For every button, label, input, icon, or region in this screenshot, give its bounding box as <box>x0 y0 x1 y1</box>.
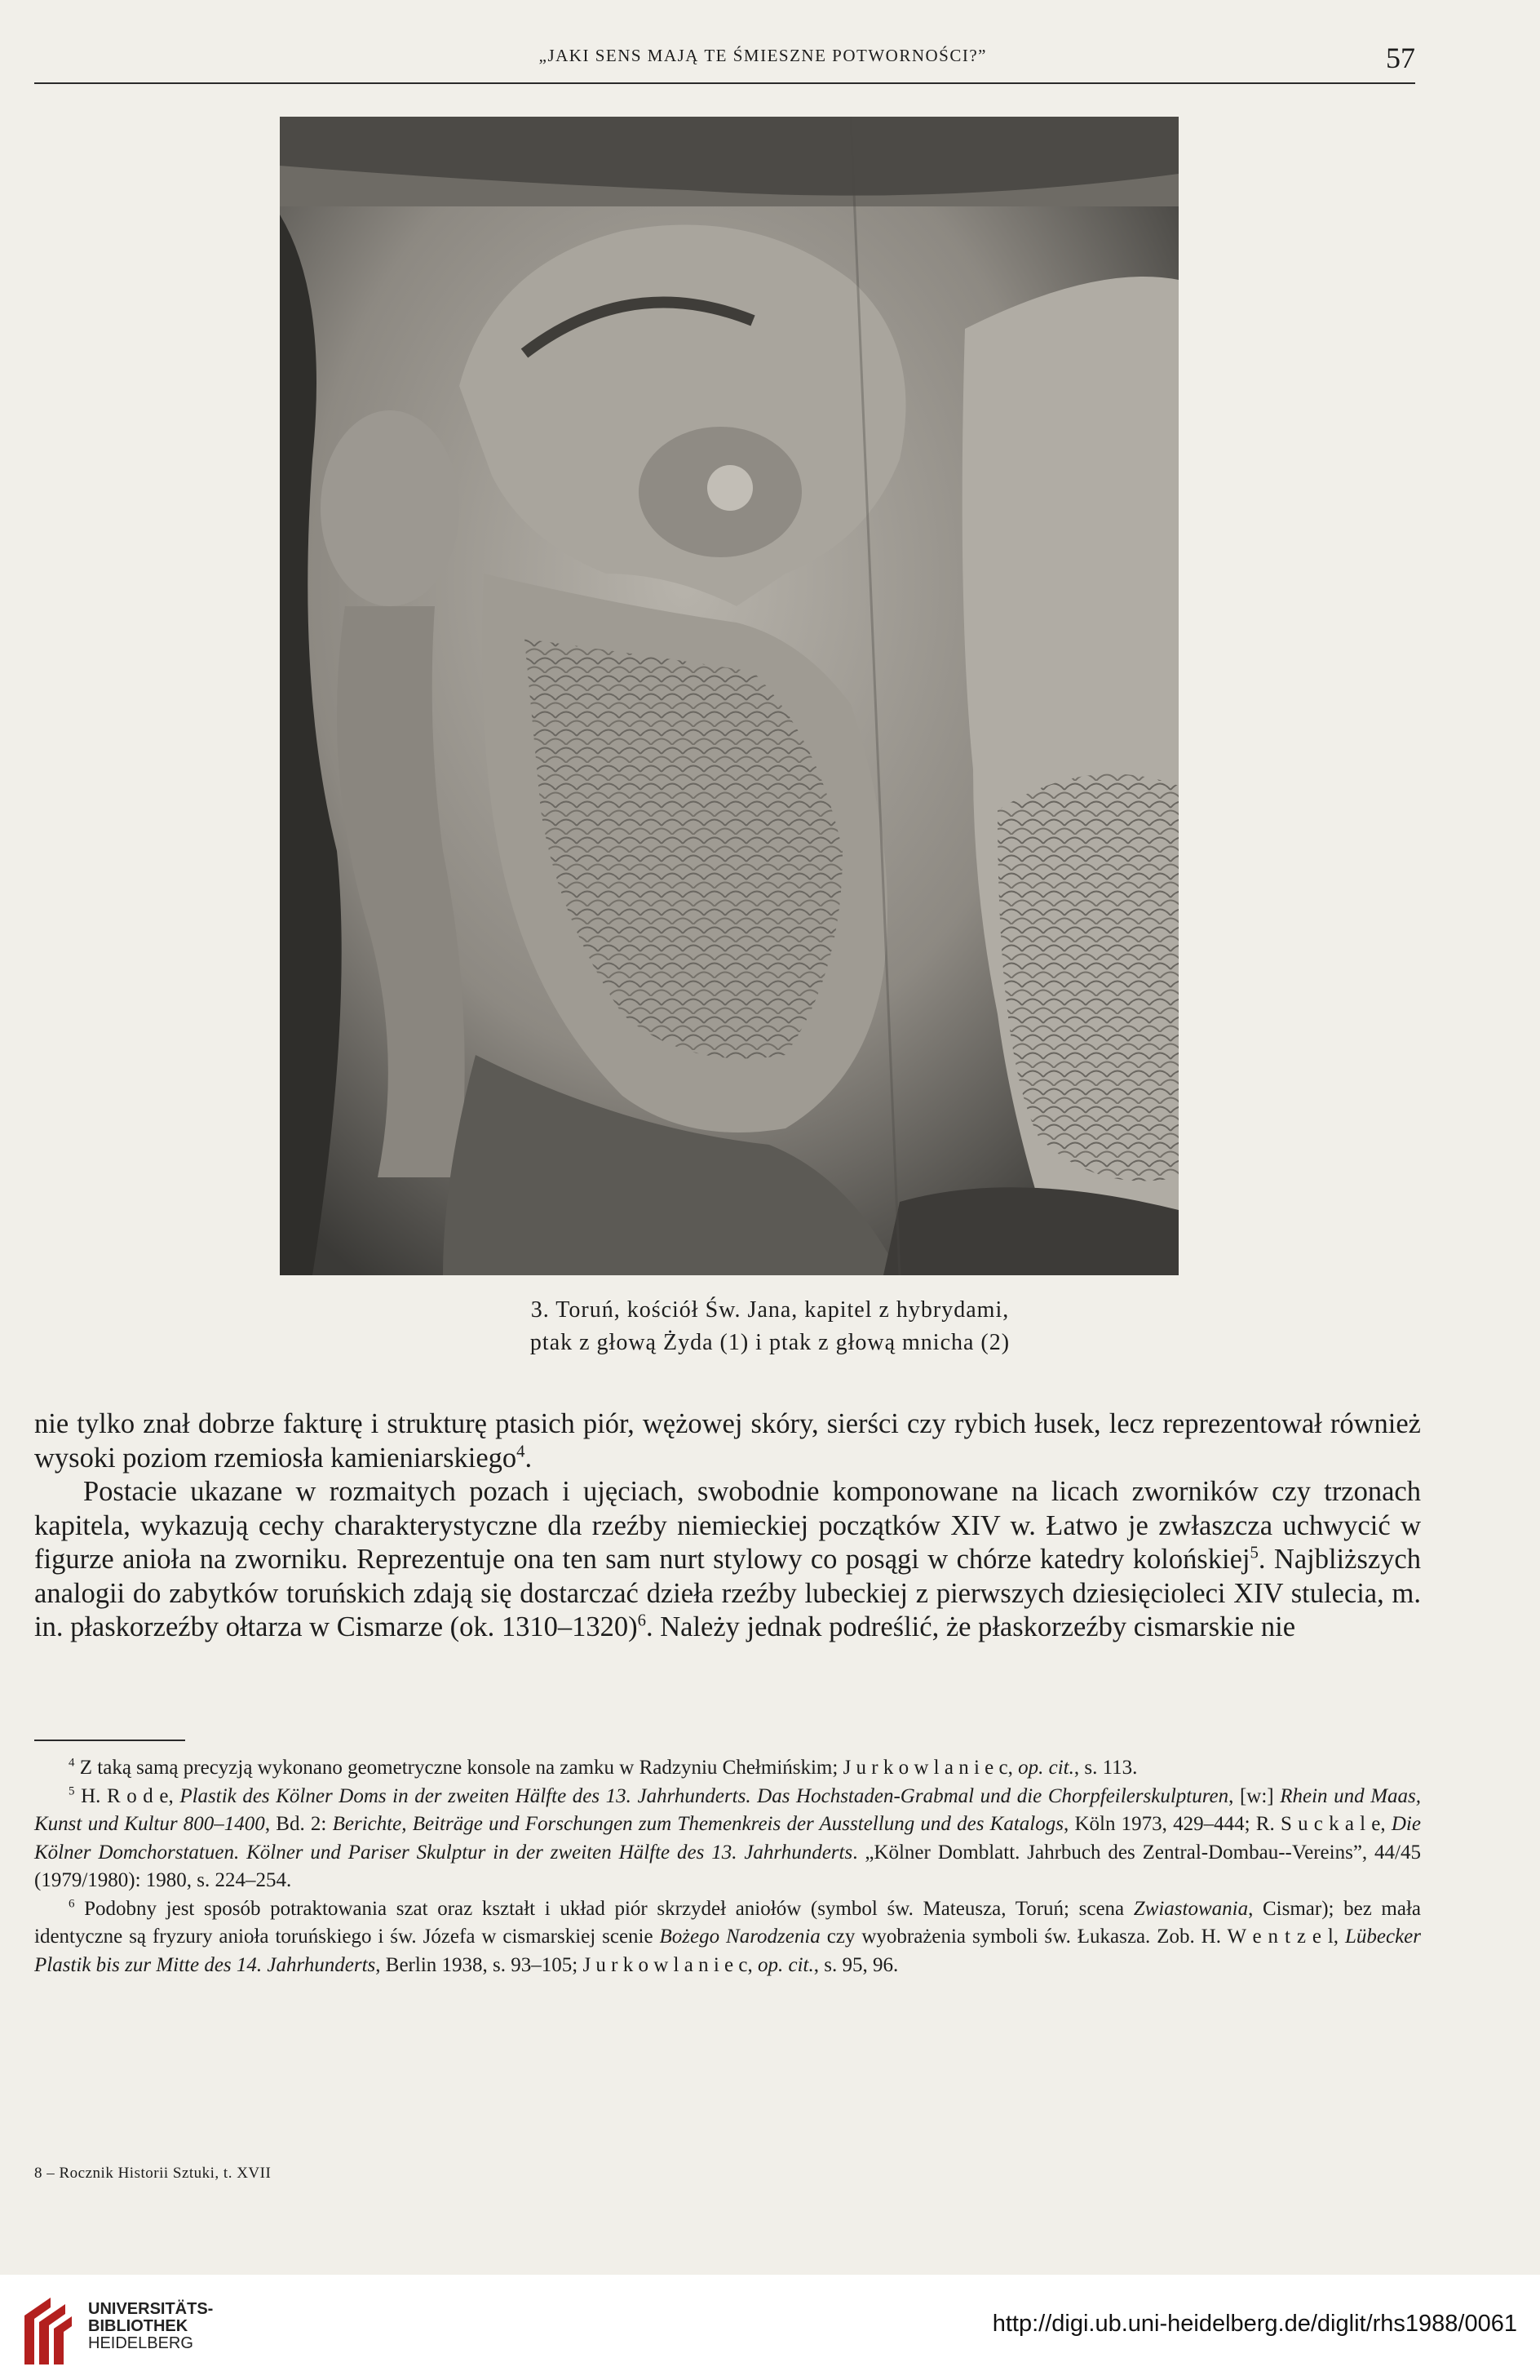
caption-line: ptak z głową Żyda (1) i ptak z głową mnicha (2) <box>529 1330 1011 1355</box>
library-logo <box>18 2291 75 2369</box>
footnote-ref[interactable]: 5 <box>1250 1544 1259 1562</box>
footnote-4: $^4$ Z taką samą precyzją wykonano geometryczne konsole na zamku w Radzyniu Chełmińskim; J u r k o w l a n i e c, op. cit., s. 113. <box>69 1756 1138 1779</box>
paragraph: Postacie ukazane w rozmaitych pozach i ujęciach, swobodnie komponowane na licach zworników czy trzonach kapitela, wykazują cechy charakterystyczne dla rzeźby niemieckiej początków XIV w. Łatwo je zwłaszcza uchwycić w figurze anioła na zworniku. Reprezentuje ona ten sam nurt stylowy co posągi w chórze katedry kolońskiej$^5$. Najbliższych analogii do zabytków toruńskich zdają się dostarczać dzieła rzeźby lubeckiej z pierwszych dziesięcioleci XIV stulecia, m. in. płaskorzeźby ołtarza w Cismarze (ok. 1310–1320)$^6$. Należy jednak podreślić, że płaskorzeźby cismarskie nie <box>34 1476 1421 1642</box>
capital-photograph <box>280 117 1179 1275</box>
footnote-5: $^5$ H. R o d e, Plastik des Kölner Doms in der zweiten Hälfte des 13. Jahrhunderts. Das Hochstaden-Grabmal und die Chorpfeilerskulpturen, [w:] Rhein und Maas, Kunst und Kultur 800–1400, Bd. 2: Berichte, Beiträge und Forschungen zum Themenkreis der Ausstellung und des Katalogs, Köln 1973, 429–444; R. S u c k a l e, Die Kölner Domchorstatuen. Kölner und Pariser Skulptur in der zweiten Hälfte des 13. Jahrhunderts. „Kölner Domblatt. Jahrbuch des Zentral-Dombau--Vereins”, 44/45 (1979/1980): 1980, s. 224–254. <box>34 1784 1421 1891</box>
library-name: UNIVERSITÄTS- BIBLIOTHEK HEIDELBERG <box>88 2300 214 2352</box>
footnotes <box>34 1754 1421 1979</box>
footnote-ref[interactable]: 4 <box>516 1443 525 1460</box>
source-url-link[interactable]: http://digi.ub.uni-heidelberg.de/diglit/rhs1988/0061 <box>992 2311 1517 2337</box>
page-number: 57 <box>1386 42 1415 74</box>
caption-line: 3. Toruń, kościół Św. Jana, kapitel z hybrydami, <box>530 1297 1010 1323</box>
main-text <box>34 1407 1421 1645</box>
footnote-6: $^6$ Podobny jest sposób potraktowania szat oraz kształt i układ piór skrzydeł aniołów (symbol św. Mateusza, Toruń; scena Zwiastowania, Cismar); bez mała identyczne są fryzury anioła toruńskiego i św. Józefa w cismarskiej scenie Bożego Narodzenia czy wyobrażenia symboli św. Łukasza. Zob. H. W e n t z e l, Lübecker Plastik bis zur Mitte des 14. Jahrhunderts, Berlin 1938, s. 93–105; J u r k o w l a n i e c, op. cit., s. 95, 96. <box>34 1897 1422 1976</box>
paragraph: nie tylko znał dobrze fakturę i strukturę ptasich piór, wężowej skóry, sierści czy rybich łusek, lecz reprezentował również wysoki poziom rzemiosła kamieniarskiego$^4$. <box>34 1408 1421 1474</box>
library-footer-bar <box>0 2275 1540 2380</box>
footnote-ref[interactable]: 6 <box>637 1611 646 1630</box>
footnote-separator <box>34 1740 185 1741</box>
signature-line: 8 – Rocznik Historii Sztuki, t. XVII <box>34 2165 272 2182</box>
figure-caption <box>0 1294 1540 1359</box>
running-title: „JAKI SENS MAJĄ TE ŚMIESZNE POTWORNOŚCI?” <box>538 46 987 65</box>
header-rule <box>34 82 1415 84</box>
